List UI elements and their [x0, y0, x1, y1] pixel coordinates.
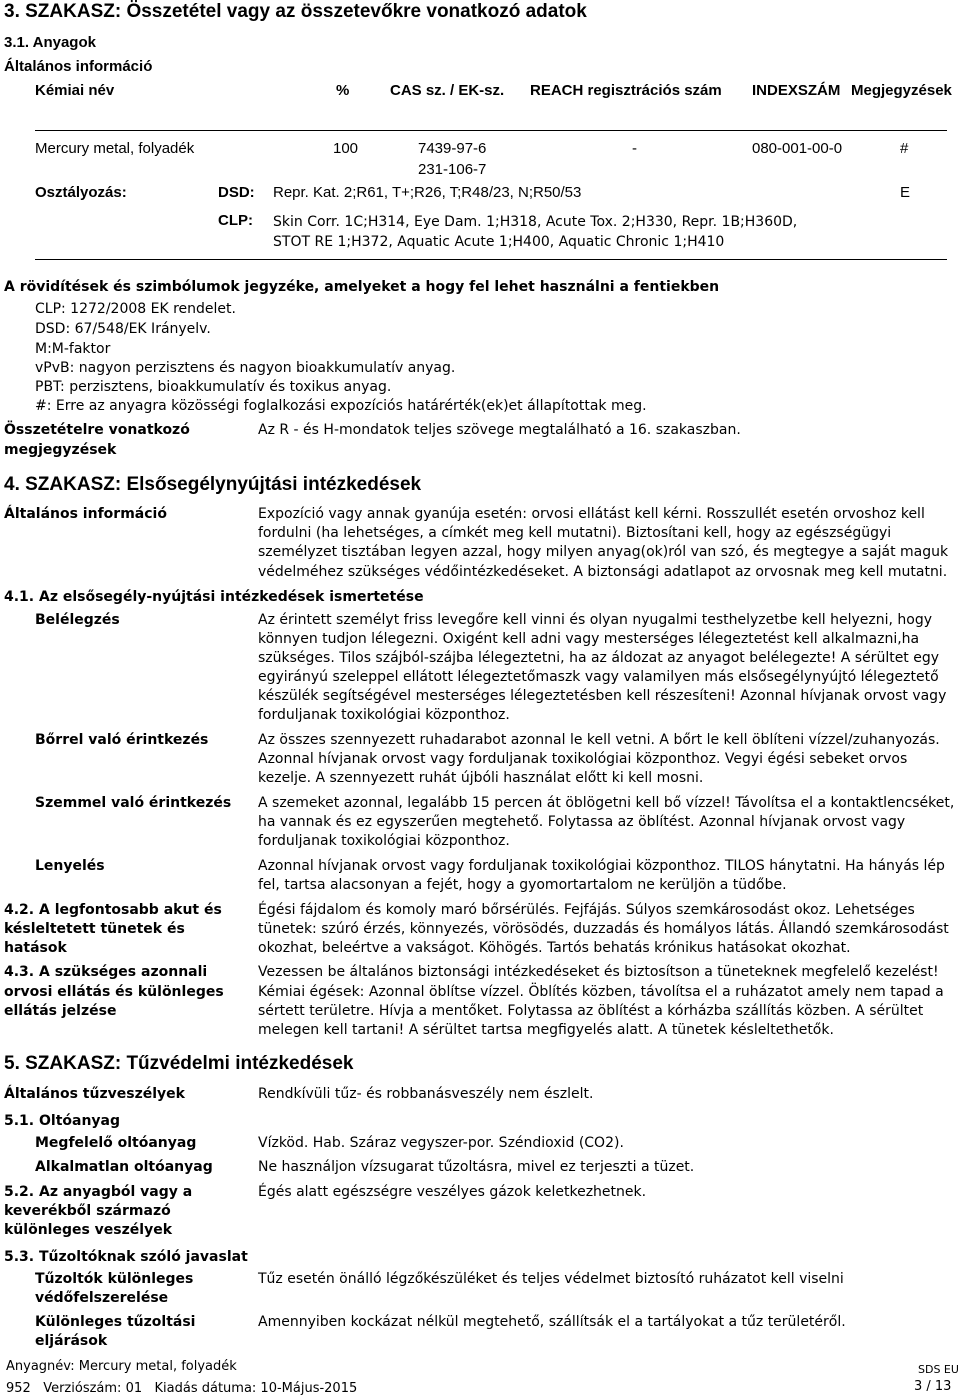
section-5-heading: 5. SZAKASZ: Tűzvédelmi intézkedések [4, 1053, 354, 1074]
first-aid-general-text-4: védelméhez szükséges védőintézkedéseket. A biztonsági adatlapot az orvosnak meg kell mutatni. [258, 564, 948, 580]
protective-equipment-label-2: védőfelszerelése [35, 1290, 169, 1306]
subsection-4-3-line-3: ellátás jelzése [4, 1003, 117, 1019]
ingestion-text-1: Azonnal hívjanak orvost vagy forduljanak toxikológiai központhoz. TILOS hánytatni. Ha hányás lép [258, 858, 945, 874]
symptoms-text-1: Égési fájdalom és komoly maró bőrsérülés. Fejfájás. Súlyos szemkárosodást okoz. Lehetséges [258, 902, 915, 918]
classification-label: Osztályozás: [35, 184, 127, 201]
unsuitable-media-label: Alkalmatlan oltóanyag [35, 1159, 213, 1175]
row-percent: 100 [333, 140, 359, 157]
footer-product-name: Anyagnév: Mercury metal, folyadék [6, 1359, 237, 1374]
ingestion-text-2: fel, tartsa alacsonyan a fejét, hogy a gyomortartalom ne kerüljön a tüdőbe. [258, 877, 787, 893]
abbreviation-item: CLP: 1272/2008 EK rendelet. [35, 301, 236, 317]
general-fire-hazards-label: Általános tűzveszélyek [4, 1086, 185, 1102]
inhalation-text-3: szükséges. Tilos szájból-szájba lélegeztetni, ha az áldozat az anyagot belélegezte! A sérültet egy [258, 650, 940, 666]
inhalation-text-4: egyirányú szeleppel ellátott lélegeztetőmaszk vagy valamilyen más elsősegélynyújtó lélegeztető [258, 669, 939, 685]
firefighting-procedures-text: Amennyiben kockázat nélkül megtehető, szállítsák el a tartályokat a tűz területéről. [258, 1314, 846, 1330]
row-ek: 231-106-7 [418, 161, 487, 178]
subsection-4-2-line-3: hatások [4, 940, 67, 956]
subsection-4-2-line-2: késleltetett tünetek és [4, 921, 185, 937]
first-aid-general-label: Általános információ [4, 506, 167, 522]
row-cas: 7439-97-6 [418, 140, 487, 157]
composition-notes-label-2: megjegyzések [4, 442, 117, 458]
general-fire-hazards-text: Rendkívüli tűz- és robbanásveszély nem észlelt. [258, 1086, 594, 1102]
first-aid-general-text-1: Expozíció vagy annak gyanúja esetén: orvosi ellátást kell kérni. Rosszullét esetén orvoshoz kell [258, 506, 925, 522]
subsection-4-2-line-1: 4.2. A legfontosabb akut és [4, 902, 222, 918]
general-info-label: Általános információ [4, 58, 153, 75]
footer-sds-label: SDS EU [918, 1363, 959, 1376]
row-note: # [900, 140, 909, 157]
subsection-5-3: 5.3. Tűzoltóknak szóló javaslat [4, 1249, 248, 1265]
composition-notes-label-1: Összetételre vonatkozó [4, 422, 190, 438]
clp-label: CLP: [218, 212, 253, 229]
classification-divider [35, 259, 947, 260]
eye-contact-label: Szemmel való érintkezés [35, 795, 232, 811]
skin-contact-text-3: kezelje. A szennyezett ruhát újbóli használat előtt ki kell mosni. [258, 770, 704, 786]
protective-equipment-text: Tűz esetén önálló légzőkészüléket és teljes védelmet biztosító ruházatot kell viselni [258, 1271, 844, 1287]
unsuitable-media-text: Ne használjon vízsugarat tűzoltásra, mivel ez terjeszti a tüzet. [258, 1159, 695, 1175]
symptoms-text-3: okozhat, beleértve a vakságot. Köhögés. Tartós behatás krónikus hatásokat okozhat. [258, 940, 851, 956]
row-reach: - [632, 140, 637, 157]
dsd-value: Repr. Kat. 2;R61, T+;R26, T;R48/23, N;R50/53 [273, 184, 582, 201]
special-hazards-text: Égés alatt egészségre veszélyes gázok keletkezhetnek. [258, 1184, 647, 1200]
treatment-text-1: Vezessen be általános biztonsági intézkedéseket és biztosítson a tüneteknek megfelelő kezelést! [258, 964, 939, 980]
row-index: 080-001-00-0 [752, 140, 843, 157]
treatment-text-3: sértett területre. Hívja a mentőket. Folytassa az öblítést a kórházba szállítás közben. A sérültet [258, 1003, 924, 1019]
abbreviations-title: A rövidítések és szimbólumok jegyzéke, amelyeket a hogy fel lehet használni a fentiekben [4, 279, 720, 295]
suitable-media-label: Megfelelő oltóanyag [35, 1135, 197, 1151]
clp-value-line-2: STOT RE 1;H372, Aquatic Acute 1;H400, Aquatic Chronic 1;H410 [273, 234, 725, 250]
subsection-4-1: 4.1. Az elsősegély-nyújtási intézkedések ismertetése [4, 589, 424, 605]
footer-version-info: 952 Verziószám: 01 Kiadás dátuma: 10-Május-2015 [6, 1381, 358, 1396]
abbreviation-item: M:M-faktor [35, 341, 111, 357]
abbreviation-item: #: Erre az anyagra közösségi foglalkozási expozíciós határérték(ek)et állapítottak meg. [35, 398, 647, 414]
subsection-5-2-line-1: 5.2. Az anyagból vagy a [4, 1184, 193, 1200]
firefighting-procedures-label-1: Különleges tűzoltási [35, 1314, 196, 1330]
firefighting-procedures-label-2: eljárások [35, 1333, 108, 1349]
col-notes: Megjegyzések [851, 82, 952, 99]
suitable-media-text: Vízköd. Hab. Száraz vegyszer-por. Széndioxid (CO2). [258, 1135, 624, 1151]
subsection-4-3-line-2: orvosi ellátás és különleges [4, 984, 224, 1000]
section-4-heading: 4. SZAKASZ: Elsősegélynyújtási intézkedések [4, 474, 422, 495]
row-chemical-name: Mercury metal, folyadék [35, 140, 195, 157]
inhalation-text-5: készülék segítségével mesterséges lélegeztetésben kell részesíteni! Azonnal hívjanak orvost vagy [258, 688, 947, 704]
col-cas-ek: CAS sz. / EK-sz. [390, 82, 505, 99]
inhalation-text-6: forduljanak toxikológiai központhoz. [258, 707, 510, 723]
col-reach: REACH regisztrációs szám [530, 82, 722, 99]
subsection-3-1: 3.1. Anyagok [4, 34, 96, 51]
skin-contact-text-2: Azonnal hívjanak orvost vagy forduljanak toxikológiai központhoz. Vegyi égési sebeket orvos [258, 751, 908, 767]
skin-contact-label: Bőrrel való érintkezés [35, 732, 209, 748]
eye-contact-text-3: forduljanak toxikológiai központhoz. [258, 833, 510, 849]
first-aid-general-text-3: személyzet tisztában legyen azzal, hogy milyen anyag(ok)ról van szó, és megtegye a saját maguk [258, 544, 949, 560]
col-index: INDEXSZÁM [752, 82, 841, 99]
subsection-5-2-line-2: keverékből származó [4, 1203, 171, 1219]
subsection-5-2-line-3: különleges veszélyek [4, 1222, 173, 1238]
subsection-5-1: 5.1. Oltóanyag [4, 1113, 121, 1129]
eye-contact-text-1: A szemeket azonnal, legalább 15 percen át öblögetni kell bő vízzel! Távolítsa el a kontaktlencséket, [258, 795, 955, 811]
treatment-text-2: Kémiai égések: Azonnal öblítse vízzel. Öblítés közben, távolítsa el a ruházatot amely nem tapad a [258, 984, 944, 1000]
col-chemical-name: Kémiai név [35, 82, 115, 99]
treatment-text-4: melegen kell tartani! A sérültet tartsa megfigyelés alatt. A tünetek késleltethetők. [258, 1022, 834, 1038]
col-percent: % [336, 82, 350, 99]
clp-value-line-1: Skin Corr. 1C;H314, Eye Dam. 1;H318, Acute Tox. 2;H330, Repr. 1B;H360D, [273, 214, 798, 230]
dsd-note: E [900, 184, 911, 201]
section-3-heading: 3. SZAKASZ: Összetétel vagy az összetevőkre vonatkozó adatok [4, 1, 587, 22]
abbreviation-item: PBT: perzisztens, bioakkumulatív és toxikus anyag. [35, 379, 392, 395]
symptoms-text-2: tünetek: szúró érzés, könnyezés, vörösödés, duzzadás és homályos látás. Állandó szemkárosodást [258, 921, 949, 937]
protective-equipment-label-1: Tűzoltók különleges [35, 1271, 194, 1287]
inhalation-label: Belélegzés [35, 612, 120, 628]
first-aid-general-text-2: fordulni (ha lehetséges, a címkét meg kell mutatni). Biztosítani kell, hogy az egészségügyi [258, 525, 892, 541]
table-divider [35, 130, 947, 131]
skin-contact-text-1: Az összes szennyezett ruhadarabot azonnal le kell vetni. A bőrt le kell öblíteni vízzel/zuhanyozás. [258, 732, 940, 748]
subsection-4-3-line-1: 4.3. A szükséges azonnali [4, 964, 208, 980]
abbreviation-item: vPvB: nagyon perzisztens és nagyon bioakkumulatív anyag. [35, 360, 456, 376]
inhalation-text-2: könnyen tudjon lélegezni. Oxigént kell adni vagy mesterséges lélegeztetést kell alkalmazni,ha [258, 631, 920, 647]
composition-notes-text: Az R - és H-mondatok teljes szövege megtalálható a 16. szakaszban. [258, 422, 741, 438]
dsd-label: DSD: [218, 184, 255, 201]
eye-contact-text-2: ha vannak és ez egyszerűen megtehető. Folytassa az öblítést. Azonnal hívjanak orvost vagy [258, 814, 906, 830]
footer-page-number: 3 / 13 [914, 1379, 952, 1394]
ingestion-label: Lenyelés [35, 858, 105, 874]
abbreviation-item: DSD: 67/548/EK Irányelv. [35, 321, 211, 337]
inhalation-text-1: Az érintett személyt friss levegőre kell vinni és olyan nyugalmi testhelyzetbe kell helyezni, hogy [258, 612, 933, 628]
